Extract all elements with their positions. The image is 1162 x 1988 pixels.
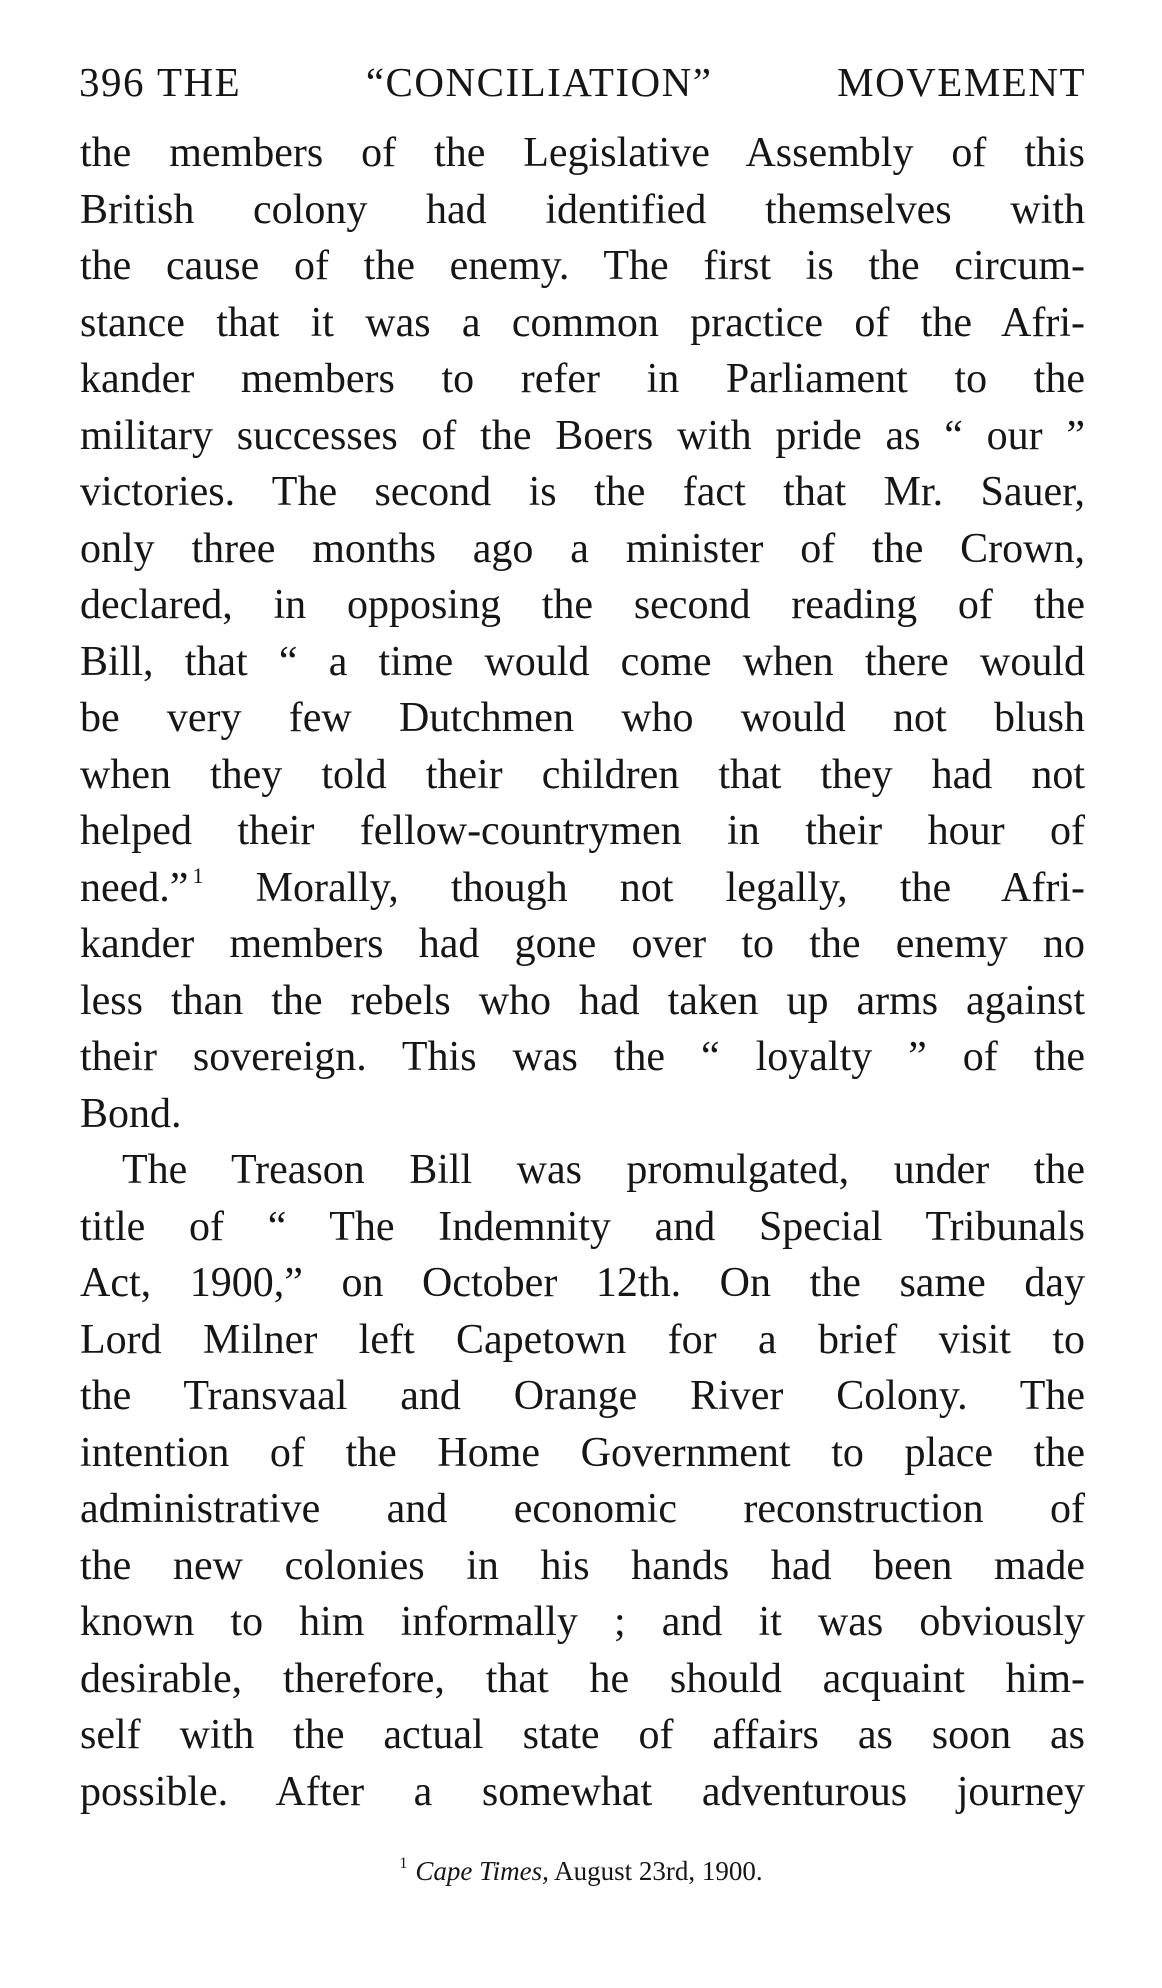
text-line: kander members to refer in Parliament to the [80,356,1085,402]
text-line: British colony had identified themselves with [80,186,1085,233]
body-text [80,125,1085,1820]
text-line: victories. The second is the fact that Mr. Sauer, [80,469,1085,515]
text-line: intention of the Home Government to place the [80,1429,1085,1476]
text-line: Bill, that “ a time would come when there would [80,638,1085,685]
text-line: the new colonies in his hands had been made [80,1542,1085,1589]
text-line: possible. After a somewhat adventurous journey [80,1768,1085,1815]
text-line: the cause of the enemy. The first is the circum- [80,243,1085,289]
text-line: title of “ The Indemnity and Special Tribunals [80,1203,1085,1250]
text-line: administrative and economic reconstruction of [80,1486,1085,1532]
footnote-reference: 1 [192,862,204,888]
page-number: 396 [79,59,145,105]
chapter-title: THE “CONCILIATION” MOVEMENT [157,59,1086,105]
text-line: stance that it was a common practice of the Afri- [80,299,1085,346]
text-line-with-footnote-ref [80,860,1085,917]
text-segment: Morally, though not legally, the Afri- [203,864,1085,911]
footnote-source: Cape Times, [415,1856,549,1886]
text-line: be very few Dutchmen who would not blush [80,695,1085,741]
text-line: helped their fellow-countrymen in their hour of [80,808,1085,854]
text-line: desirable, therefore, that he should acquaint him- [80,1655,1085,1702]
text-line: kander members had gone over to the enemy no [80,921,1085,967]
text-line: military successes of the Boers with pride as “ our ” [80,412,1085,459]
running-head [79,58,1086,118]
text-line: less than the rebels who had taken up arms against [80,977,1085,1024]
text-segment: need.” [80,864,189,911]
paragraph-start-line: The Treason Bill was promulgated, under the [122,1147,1085,1193]
text-line: self with the actual state of affairs as soon as [80,1712,1085,1758]
text-line: declared, in opposing the second reading of the [80,582,1085,628]
text-line: their sovereign. This was the “ loyalty ” of the [80,1034,1085,1080]
text-line: the Transvaal and Orange River Colony. The [80,1373,1085,1419]
text-line: only three months ago a minister of the Crown, [80,525,1085,572]
text-line: when they told their children that they had not [80,751,1085,798]
text-line: Lord Milner left Capetown for a brief visit to [80,1316,1085,1363]
footnote [0,1854,1162,1888]
text-line: known to him informally ; and it was obviously [80,1599,1085,1645]
text-line: Act, 1900,” on October 12th. On the same day [80,1260,1085,1306]
footnote-date: August 23rd, 1900. [548,1856,763,1886]
footnote-mark: 1 [399,1855,408,1872]
text-line: Bond. [80,1090,182,1137]
text-line: the members of the Legislative Assembly of this [80,130,1085,176]
